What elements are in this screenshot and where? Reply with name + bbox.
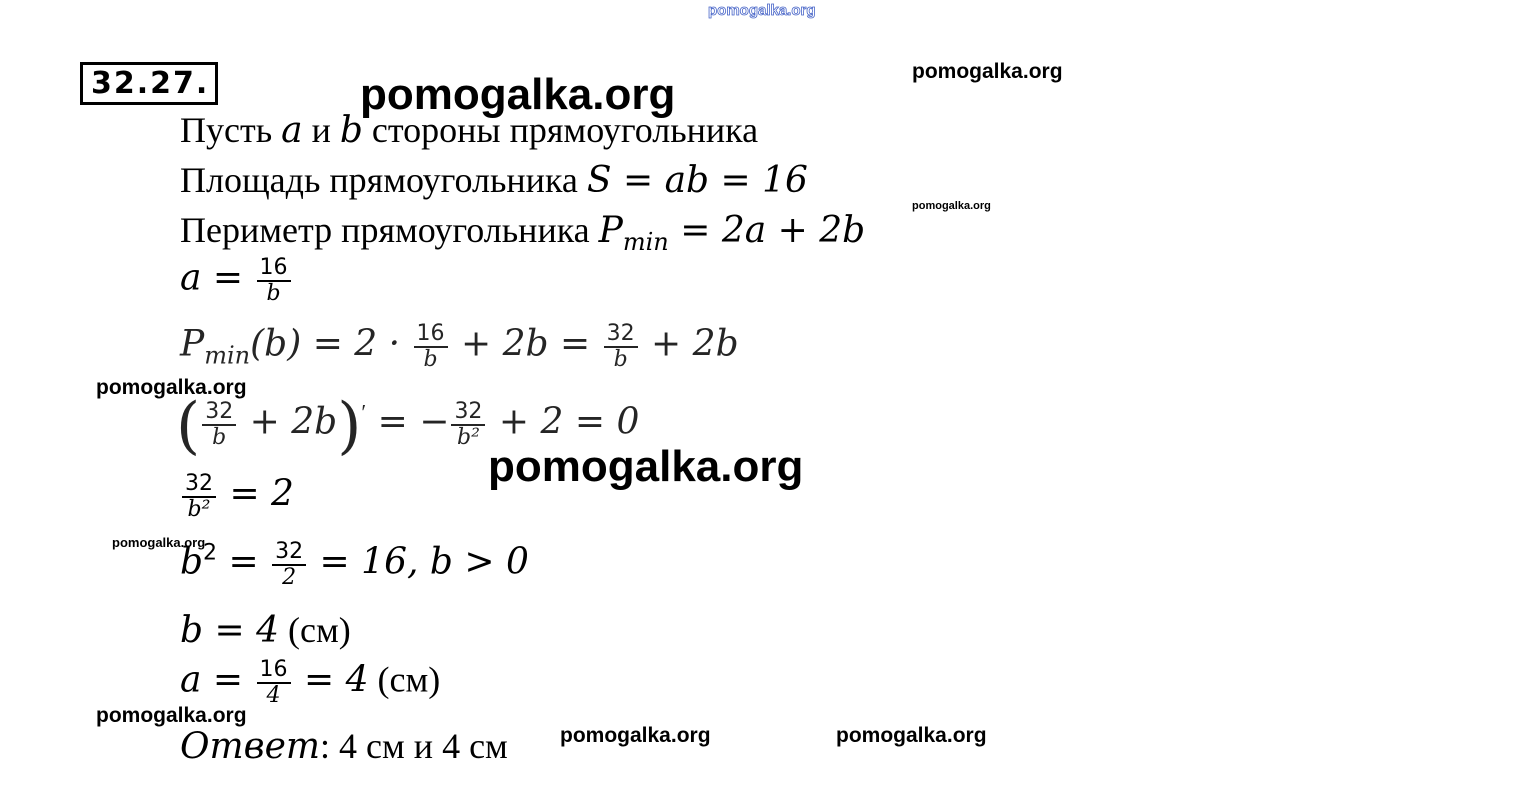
answer-line <box>180 728 508 765</box>
fraction <box>414 322 448 372</box>
fraction-denominator: b² <box>187 497 211 523</box>
var-a: a <box>281 110 303 151</box>
fraction-denominator: 2 <box>282 565 297 591</box>
answer-label: Ответ <box>180 726 321 767</box>
fraction-denominator: b <box>613 347 628 373</box>
solution-line-6 <box>176 388 640 462</box>
watermark-large: pomogalka.org <box>360 70 676 119</box>
formula-lhs: a = <box>180 659 255 701</box>
solution-line-5 <box>180 322 739 372</box>
watermark-large: pomogalka.org <box>488 442 804 491</box>
watermark: pomogalka.org <box>96 704 247 727</box>
var-P: P <box>180 323 205 365</box>
formula-perimeter: = 2a + 2b <box>668 210 866 251</box>
watermark: pomogalka.org <box>836 724 987 747</box>
text-segment: Площадь прямоугольника <box>180 160 587 200</box>
fraction <box>182 472 216 522</box>
watermark: pomogalka.org <box>560 724 711 747</box>
fraction-numerator: 16 <box>257 256 291 282</box>
fraction <box>257 256 291 306</box>
fraction-numerator: 32 <box>272 540 306 566</box>
fraction <box>451 400 485 450</box>
var-b: b <box>180 541 204 583</box>
var-b: b <box>339 110 363 151</box>
formula-segment: = 2 <box>218 473 294 515</box>
fraction <box>257 658 291 708</box>
fraction <box>604 322 638 372</box>
superscript: 2 <box>203 540 218 566</box>
text-segment: и <box>302 110 340 150</box>
formula-segment: b = 4 <box>180 610 279 651</box>
solution-line-3 <box>180 212 865 254</box>
fraction-denominator: b <box>212 425 227 451</box>
fraction <box>272 540 306 590</box>
watermark: pomogalka.org <box>912 60 1063 83</box>
formula-segment: + 2b <box>238 401 338 443</box>
formula-segment: (b) = 2 · <box>250 323 412 365</box>
fraction-denominator: b² <box>456 425 480 451</box>
formula-segment: = <box>217 541 271 583</box>
formula-lhs: a = <box>180 257 255 299</box>
solution-line-9 <box>180 612 351 649</box>
unit-text: (см) <box>368 659 441 700</box>
solution-line-8 <box>180 540 529 590</box>
text-segment: стороны прямоугольника <box>362 110 759 150</box>
watermark-small: pomogalka.org <box>112 535 206 550</box>
formula-segment: = 4 <box>292 659 369 701</box>
formula-segment: + 2b <box>639 323 739 365</box>
fraction-denominator: b <box>423 347 438 373</box>
formula-segment: = 16, b > 0 <box>308 541 529 583</box>
derivative-prime: ′ <box>361 399 367 425</box>
text-segment: Пусть <box>180 110 282 150</box>
solution-line-7 <box>180 472 294 522</box>
answer-value: : 4 см и 4 см <box>320 726 508 766</box>
text-segment: Периметр прямоугольника <box>180 210 599 250</box>
fraction-numerator: 32 <box>182 472 216 498</box>
fraction-numerator: 32 <box>604 322 638 348</box>
var-P: P <box>598 210 623 251</box>
fraction-numerator: 32 <box>451 400 485 426</box>
subscript-min: min <box>622 228 669 256</box>
watermark: pomogalka.org <box>96 376 247 399</box>
solution-line-2 <box>180 162 808 199</box>
solution-line-10 <box>180 658 440 708</box>
problem-number: 32.27. <box>80 62 218 105</box>
open-paren: ( <box>176 388 201 462</box>
close-paren: ) <box>337 388 362 462</box>
watermark-top: pomogalka.org <box>708 2 816 19</box>
fraction-denominator: 4 <box>266 683 281 709</box>
fraction-denominator: b <box>266 281 281 307</box>
watermark-small: pomogalka.org <box>912 200 991 212</box>
unit-text: (см) <box>279 610 351 650</box>
solution-line-4 <box>180 256 293 306</box>
formula-segment: = − <box>366 401 450 443</box>
subscript-min: min <box>204 341 251 370</box>
fraction-numerator: 16 <box>257 658 291 684</box>
fraction-numerator: 16 <box>414 322 448 348</box>
formula-segment: + 2 = 0 <box>487 401 640 443</box>
fraction-numerator: 32 <box>202 400 236 426</box>
fraction <box>202 400 236 450</box>
formula-area: S = ab = 16 <box>586 160 808 201</box>
formula-segment: + 2b = <box>449 323 602 365</box>
solution-line-1 <box>180 112 758 149</box>
